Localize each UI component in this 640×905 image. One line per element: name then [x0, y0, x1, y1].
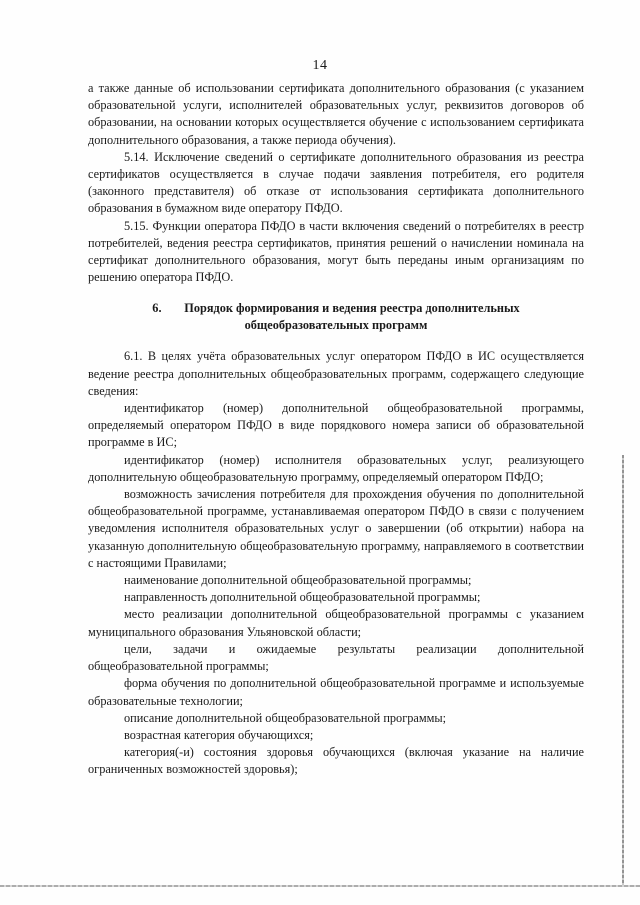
- list-item: форма обучения по дополнительной общеобразовательной программе и используемые образовательные технологии;: [88, 676, 584, 708]
- section-heading: [88, 300, 584, 334]
- list-item: направленность дополнительной общеобразовательной программы;: [124, 590, 481, 605]
- list-item: место реализации дополнительной общеобразовательной программы с указанием муниципального образования Ульяновской области;: [88, 607, 584, 639]
- list-item: возрастная категория обучающихся;: [124, 727, 314, 742]
- paragraph-continuation: а также данные об использовании сертификата дополнительного образования (с указанием образовательной услуги, исполнителей образовательных услуг, реквизитов договоров об образовании, на основании которых осуществляется обучение с использованием сертификата дополнительного образования, а также периода обучения).: [88, 81, 584, 147]
- list-item: наименование дополнительной общеобразовательной программы;: [124, 573, 472, 588]
- paragraph-5-15: 5.15. Функции оператора ПФДО в части включения сведений о потребителях в реестр потребителей, ведения реестра сертификатов, принятия решений о начислении номинала на сертификат дополнительного образования, могут быть переданы иным организациям по решению оператора ПФДО.: [88, 218, 584, 285]
- scan-edge-right: [622, 455, 624, 885]
- paragraph-5-14: 5.14. Исключение сведений о сертификате дополнительного образования из реестра сертификатов осуществляется в случае подачи заявления потребителя, его родителя (законного представителя) об отказе от использования сертификата дополнительного образования в бумажном виде оператору ПФДО.: [88, 149, 584, 216]
- document-body: [88, 80, 584, 779]
- list-item: идентификатор (номер) исполнителя образовательных услуг, реализующего дополнительную общеобразовательную программу, определяемый оператором ПФДО;: [88, 452, 584, 484]
- section-number: 6.: [152, 301, 162, 316]
- list-item: идентификатор (номер) дополнительной общеобразовательной программы, определяемый оператором ПФДО в виде порядкового номера записи об образовательной программе в ИС;: [88, 401, 584, 450]
- list-item: описание дополнительной общеобразовательной программы;: [124, 710, 447, 725]
- paragraph-6-1: 6.1. В целях учёта образовательных услуг оператором ПФДО в ИС осуществляется ведение реестра дополнительных общеобразовательных программ, содержащего следующие сведения:: [88, 349, 584, 398]
- section-title-line1: Порядок формирования и ведения реестра дополнительных: [184, 301, 520, 316]
- section-title-line2: общеобразовательных программ: [244, 318, 428, 333]
- list-item: цели, задачи и ожидаемые результаты реализации дополнительной общеобразовательной программы;: [88, 641, 584, 674]
- list-item: категория(-и) состояния здоровья обучающихся (включая указание на наличие ограниченных возможностей здоровья);: [88, 745, 584, 777]
- list-item: возможность зачисления потребителя для прохождения обучения по дополнительной общеобразовательной программе, устанавливаемая оператором ПФДО в связи с получением уведомления исполнителя образовательных услуг о завершении (об открытии) набора на указанную дополнительную общеобразовательную программу, направляемого в соответствии с настоящими Правилами;: [88, 487, 584, 570]
- page-number: 14: [312, 58, 328, 73]
- scan-edge-bottom: [0, 885, 640, 887]
